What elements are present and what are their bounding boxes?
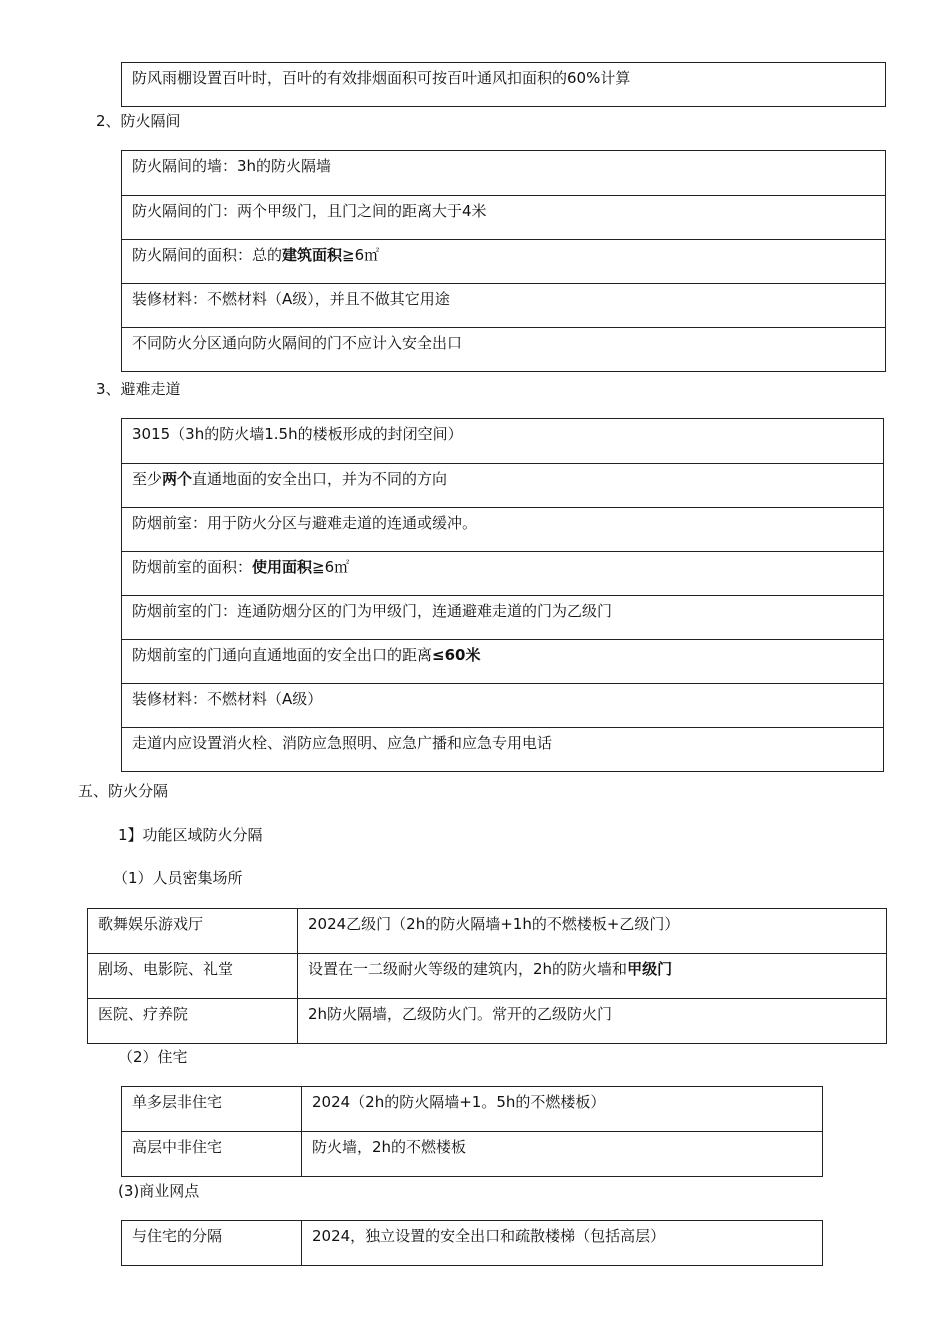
- section3-table: [121, 418, 884, 772]
- residential-table: [121, 1086, 823, 1177]
- cell-value: 2024乙级门（2h的防火隔墙+1h的不燃楼板+乙级门）: [298, 909, 887, 954]
- cell-label: 高层中非住宅: [122, 1132, 302, 1177]
- table-row: 防烟前室的面积：使用面积≧6㎡: [122, 551, 883, 595]
- table-row: [122, 1087, 823, 1132]
- cell-label: 单多层非住宅: [122, 1087, 302, 1132]
- commercial-title: (3)商业网点: [118, 1182, 200, 1200]
- table-row: 装修材料：不燃材料（A级）: [122, 683, 883, 727]
- crowd-title: （1）人员密集场所: [113, 869, 243, 887]
- commercial-table: [121, 1220, 823, 1266]
- table-row: 防火隔间的门：两个甲级门，且门之间的距离大于4米: [122, 195, 885, 239]
- cell-label: 与住宅的分隔: [122, 1221, 302, 1266]
- top-note-box: [121, 62, 886, 107]
- table-row: 3015（3h的防火墙1.5h的楼板形成的封闭空间）: [132, 425, 463, 443]
- section3-title: 3、避难走道: [96, 380, 181, 398]
- cell-value: 2024，独立设置的安全出口和疏散楼梯（包括高层）: [302, 1221, 823, 1266]
- section2-table: [121, 150, 886, 372]
- table-row: 至少两个直通地面的安全出口，并为不同的方向: [122, 463, 883, 507]
- top-note-text: 防风雨棚设置百叶时，百叶的有效排烟面积可按百叶通风扣面积的60%计算: [132, 69, 631, 87]
- cell-label: 医院、疗养院: [88, 999, 298, 1044]
- table-row: 防烟前室的门：连通防烟分区的门为甲级门，连通避难走道的门为乙级门: [122, 595, 883, 639]
- table-row: 走道内应设置消火栓、消防应急照明、应急广播和应急专用电话: [122, 727, 883, 771]
- table-row: 防火隔间的墙：3h的防火隔墙: [132, 157, 332, 175]
- table-row: [122, 1132, 823, 1177]
- cell-value: 防火墙，2h的不燃楼板: [302, 1132, 823, 1177]
- table-row: [88, 954, 887, 999]
- residential-title: （2）住宅: [118, 1048, 188, 1066]
- table-row: 防烟前室的门通向直通地面的安全出口的距离≤60米: [122, 639, 883, 683]
- cell-value: 设置在一二级耐火等级的建筑内，2h的防火墙和甲级门: [298, 954, 887, 999]
- cell-value: 2024（2h的防火隔墙+1。5h的不燃楼板）: [302, 1087, 823, 1132]
- table-row: 装修材料：不燃材料（A级），并且不做其它用途: [122, 283, 885, 327]
- section5-title: 五、防火分隔: [78, 782, 169, 800]
- cell-label: 剧场、电影院、礼堂: [88, 954, 298, 999]
- cell-value: 2h防火隔墙，乙级防火门。常开的乙级防火门: [298, 999, 887, 1044]
- section5-subtitle: 1】功能区域防火分隔: [118, 826, 263, 844]
- table-row: [88, 999, 887, 1044]
- table-row: [122, 1221, 823, 1266]
- table-row: [88, 909, 887, 954]
- section2-title: 2、防火隔间: [96, 112, 181, 130]
- table-row: 防火隔间的面积：总的建筑面积≧6㎡: [122, 239, 885, 283]
- crowd-table: [87, 908, 887, 1044]
- cell-label: 歌舞娱乐游戏厅: [88, 909, 298, 954]
- table-row: 防烟前室：用于防火分区与避难走道的连通或缓冲。: [122, 507, 883, 551]
- table-row: 不同防火分区通向防火隔间的门不应计入安全出口: [122, 327, 885, 371]
